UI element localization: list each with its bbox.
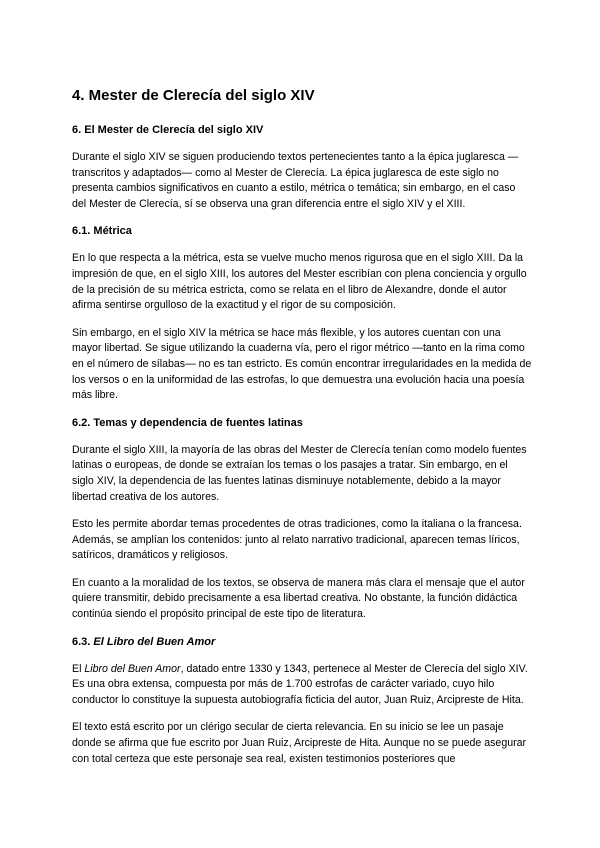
- subsection-number: 6.3.: [72, 635, 91, 648]
- document-body: [72, 86, 532, 779]
- subsection-heading-metrica: 6.1. Métrica: [72, 225, 132, 238]
- paragraph-libro-1-title: Libro del Buen Amor: [84, 662, 181, 675]
- paragraph-libro-2: El texto está escrito por un clérigo secular de cierta relevancia. En su inicio se lee un pasaje donde se afirma que fue escrito por Juan Ruiz, Arcipreste de Hita. Aunque no se puede asegurar con total certeza que este personaje sea real, existen testimonios posteriores que: [72, 721, 527, 765]
- subsection-heading-libro: [72, 635, 532, 650]
- paragraph-temas-1: Durante el siglo XIII, la mayoría de las obras del Mester de Clerecía tenían como modelo fuentes latinas o europeas, de donde se extraían los temas o los pasajes a tratar. Sin embargo, en el siglo XIV, la dependencia de las fuentes latinas disminuye notablemente, debido a la mayor libertad creativa de los autores.: [72, 443, 527, 503]
- paragraph-temas-2: Esto les permite abordar temas procedentes de otras tradiciones, como la italiana o la francesa. Además, se amplían los contenidos: junto al relato narrativo tradicional, aparecen temas líricos, satíricos, dramáticos y religiosos.: [72, 518, 522, 562]
- paragraph-intro: Durante el siglo XIV se siguen produciendo textos pertenecientes tanto a la épica juglaresca —transcritos y adaptados— como al Mester de Clerecía. La épica juglaresca de este siglo no presenta cambios significativos en cuanto a estilo, métrica o temática; sin embargo, en el caso del Mester de Clerecía, sí se observa una gran diferencia entre el siglo XIV y el XIII.: [72, 151, 519, 210]
- paragraph-libro-1: [72, 662, 532, 709]
- paragraph-metrica-2: Sin embargo, en el siglo XIV la métrica se hace más flexible, y los autores cuentan con una mayor libertad. Se sigue utilizando la cuaderna vía, pero el rigor métrico —tanto en la rima como en el número de sílabas— no es tan estricto. Es común encontrar irregularidades en la medida de los versos o en la uniformidad de las estrofas, lo que demuestra una evolución hacia una poesía más libre.: [72, 326, 532, 402]
- subsection-heading-temas: 6.2. Temas y dependencia de fuentes latinas: [72, 416, 303, 429]
- book-title: El Libro del Buen Amor: [93, 635, 216, 648]
- section-heading: 6. El Mester de Clerecía del siglo XIV: [72, 124, 264, 136]
- page-title: 4. Mester de Clerecía del siglo XIV: [72, 87, 315, 104]
- paragraph-libro-1-post: , datado entre 1330 y 1343, pertenece al Mester de Clerecía del siglo XIV. Es una obra extensa, compuesta por más de 1.700 estrofas de carácter variado, cuyo hilo conductor lo constituye la supuesta autobiografía ficticia del autor, Juan Ruiz, Arcipreste de Hita.: [72, 662, 528, 706]
- paragraph-libro-1-pre: El: [72, 662, 85, 675]
- paragraph-temas-3: En cuanto a la moralidad de los textos, se observa de manera más clara el mensaje que el autor quiere transmitir, debido precisamente a esa libertad creativa. No obstante, la función didáctica continúa siendo el propósito principal de este tipo de literatura.: [72, 576, 525, 621]
- paragraph-metrica-1: En lo que respecta a la métrica, esta se vuelve mucho menos rigurosa que en el siglo XIII. Da la impresión de que, en el siglo XIII, los autores del Mester escribían con plena conciencia y orgullo de la precisión de su métrica estricta, como se relata en el libro de Alexandre, donde el autor afirma sentirse orgulloso de la exactitud y el rigor de su composición.: [72, 252, 527, 312]
